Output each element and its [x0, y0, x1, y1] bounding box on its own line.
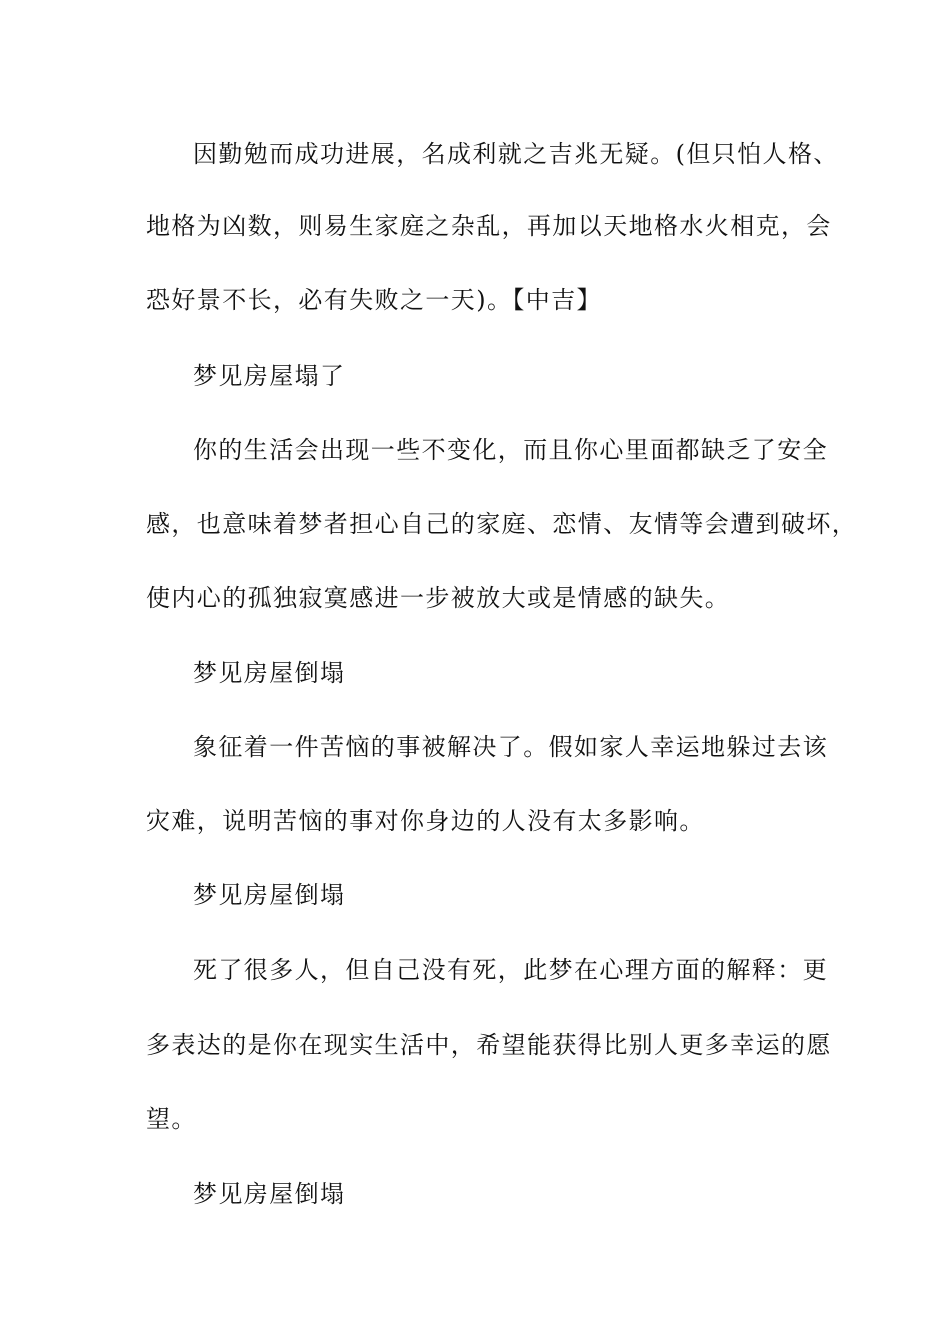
paragraph-line: 感，也意味着梦者担心自己的家庭、恋情、友情等会遭到破坏，: [146, 510, 858, 538]
section-heading: 梦见房屋倒塌: [193, 659, 346, 687]
section-heading: 梦见房屋倒塌: [193, 1180, 346, 1208]
paragraph-line: 你的生活会出现一些不变化，而且你心里面都缺乏了安全: [193, 436, 828, 464]
section-heading: 梦见房屋倒塌: [193, 881, 346, 909]
paragraph-line: 灾难，说明苦恼的事对你身边的人没有太多影响。: [146, 807, 705, 835]
paragraph-line: 恐好景不长，必有失败之一天)。【中吉】: [146, 286, 602, 314]
paragraph-line: 使内心的孤独寂寞感进一步被放大或是情感的缺失。: [146, 584, 731, 612]
section-heading: 梦见房屋塌了: [193, 362, 346, 390]
paragraph-line: 因勤勉而成功进展，名成利就之吉兆无疑。(但只怕人格、: [193, 140, 839, 168]
paragraph-line: 多表达的是你在现实生活中，希望能获得比别人更多幸运的愿: [146, 1031, 832, 1059]
paragraph-line: 象征着一件苦恼的事被解决了。假如家人幸运地躲过去该: [193, 733, 828, 761]
paragraph-line: 死了很多人，但自己没有死，此梦在心理方面的解释：更: [193, 956, 828, 984]
paragraph-line: 望。: [146, 1105, 197, 1133]
paragraph-line: 地格为凶数，则易生家庭之杂乱，再加以天地格水火相克，会: [146, 212, 832, 240]
